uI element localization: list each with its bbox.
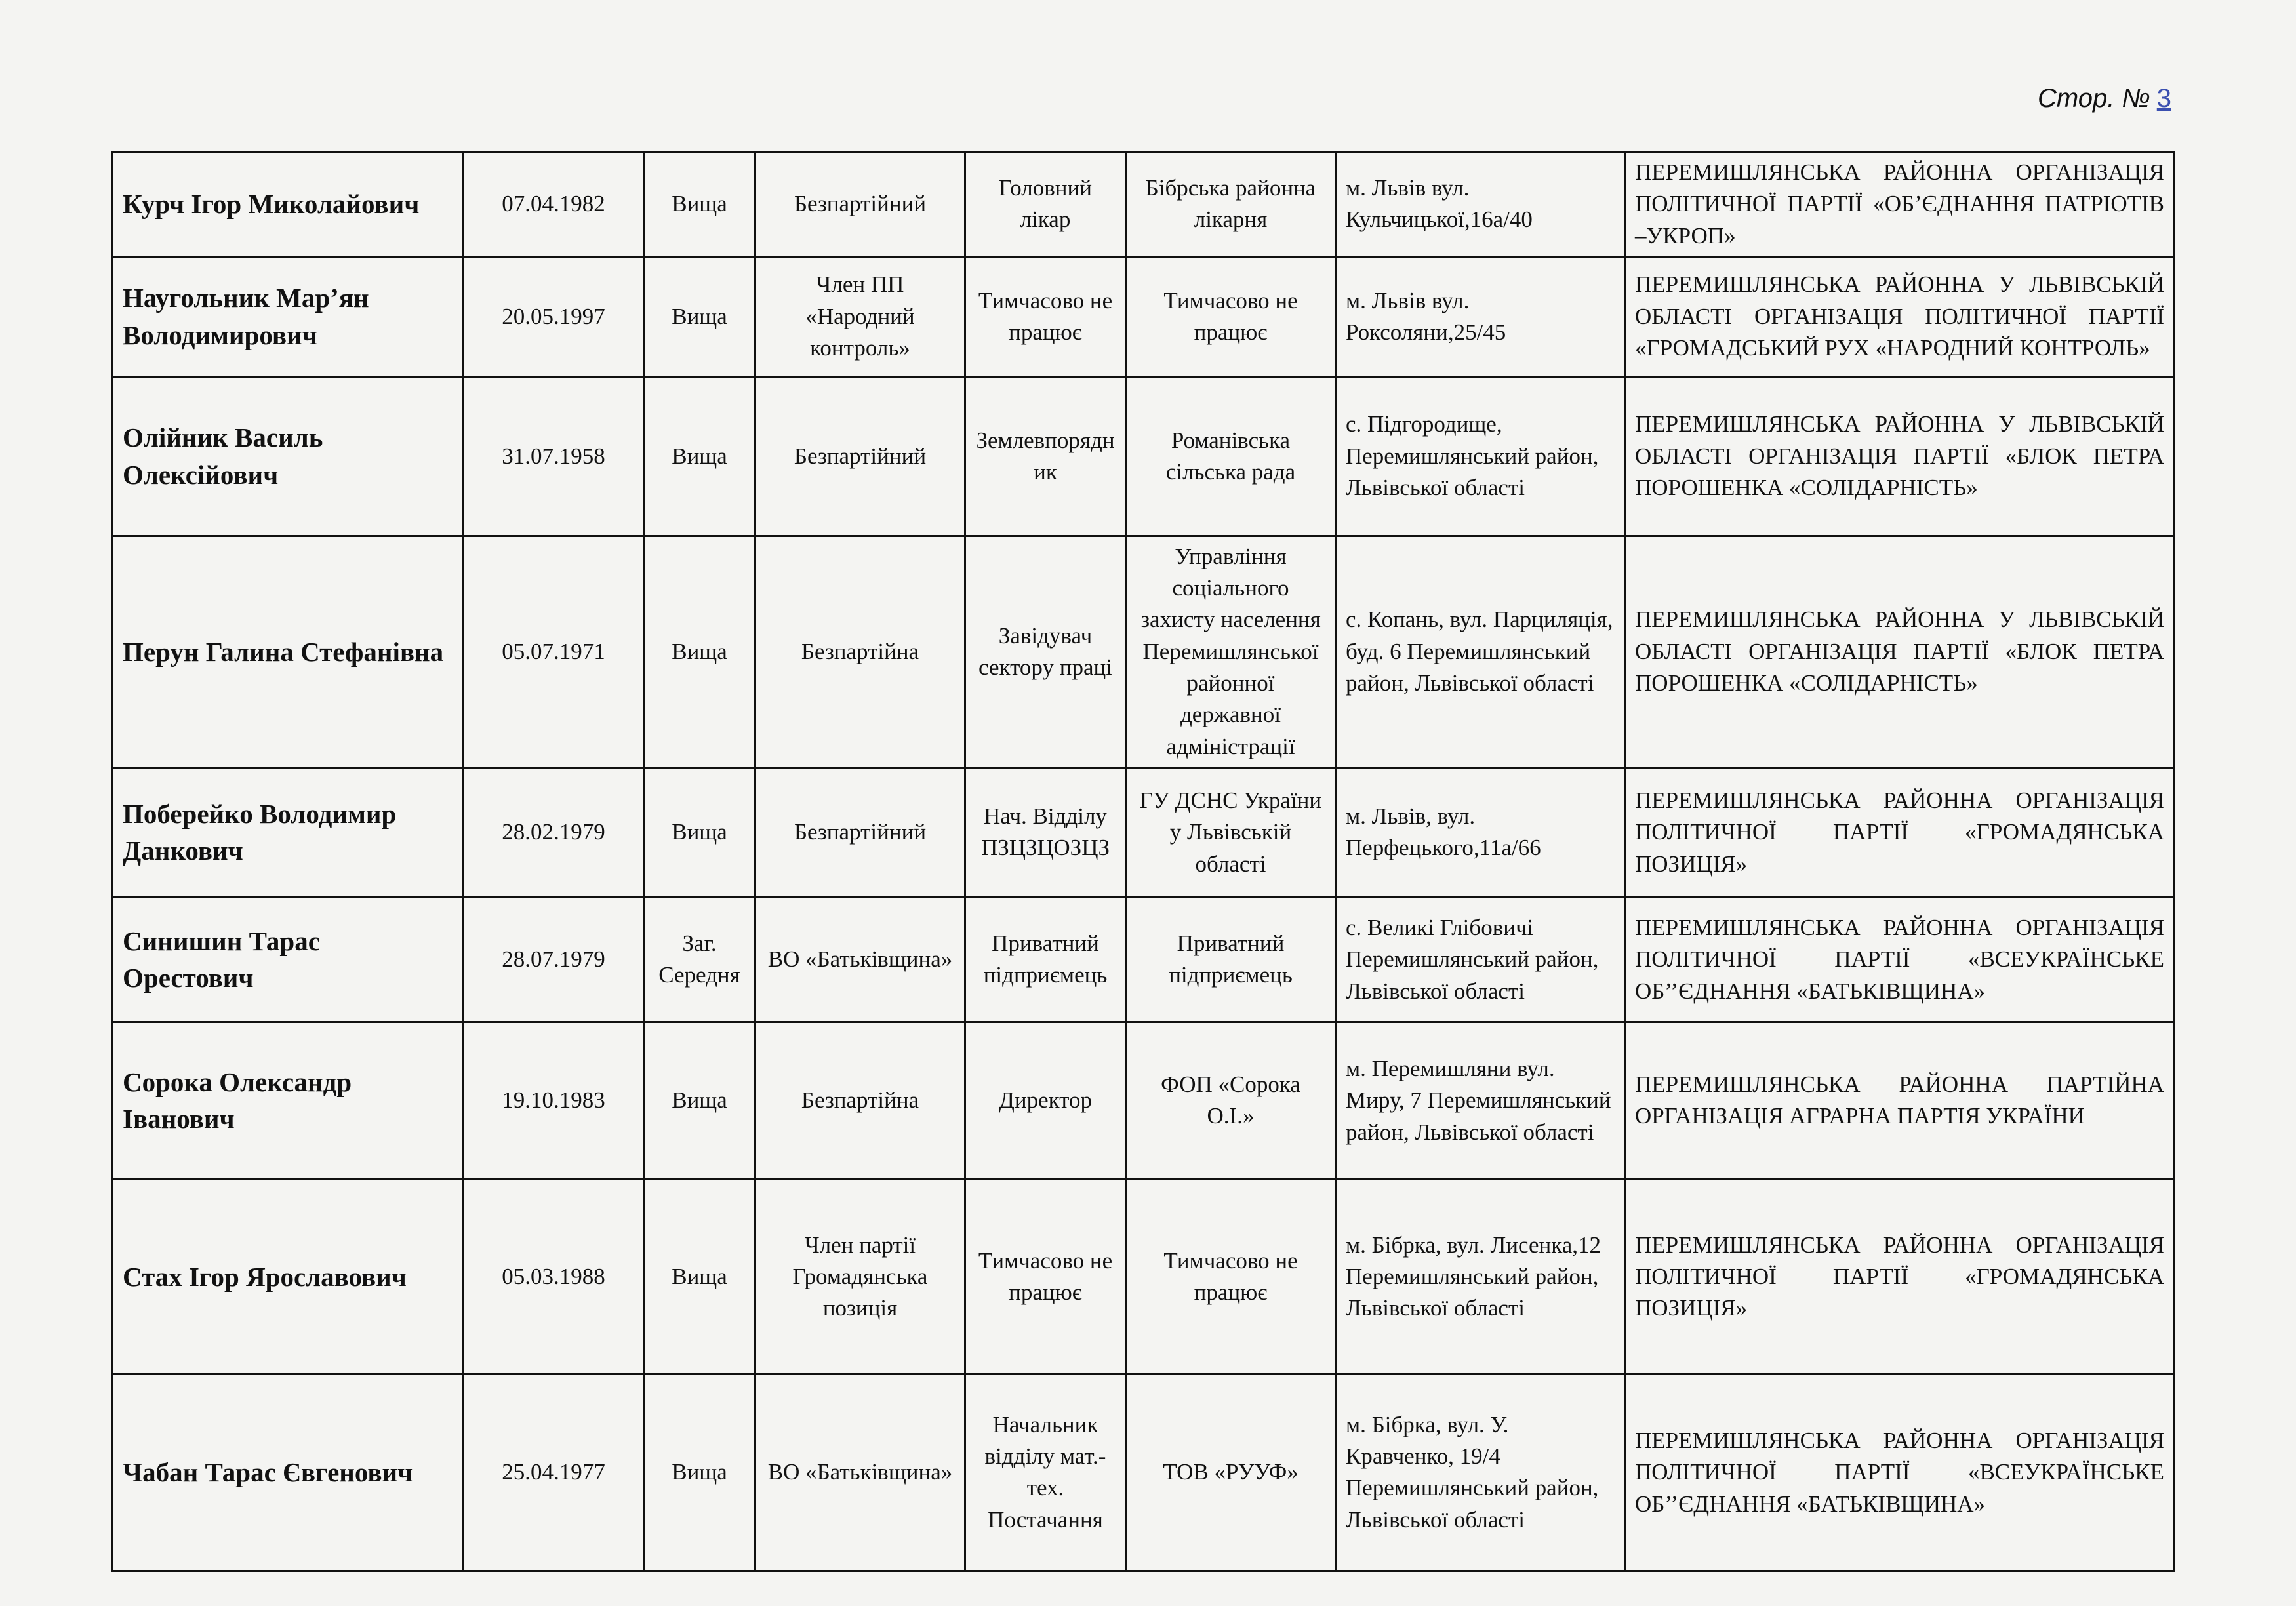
candidate-name: Курч Ігор Миколайович xyxy=(113,152,464,257)
job-position: Землевпорядник xyxy=(965,376,1126,536)
education: Вища xyxy=(644,152,755,257)
candidate-name: Олійник Василь Олексійович xyxy=(113,376,464,536)
birth-date: 07.04.1982 xyxy=(464,152,644,257)
birth-date: 31.07.1958 xyxy=(464,376,644,536)
nominating-organization: ПЕРЕМИШЛЯНСЬКА РАЙОННА ПАРТІЙНА ОРГАНІЗАЦІЯ АГРАРНА ПАРТІЯ УКРАЇНИ xyxy=(1625,1022,2175,1179)
table-row xyxy=(113,256,2175,376)
address: м. Львів, вул. Перфецького,11а/66 xyxy=(1336,767,1625,897)
address: м. Львів вул. Кульчицької,16а/40 xyxy=(1336,152,1625,257)
education: Заг. Середня xyxy=(644,897,755,1022)
candidate-name: Поберейко Володимир Данкович xyxy=(113,767,464,897)
workplace: ТОВ «РУУФ» xyxy=(1126,1374,1336,1571)
candidate-name: Синишин Тарас Орестович xyxy=(113,897,464,1022)
workplace: ФОП «Сорока О.І.» xyxy=(1126,1022,1336,1179)
address: с. Підгородище, Перемишлянський район, Львівської області xyxy=(1336,376,1625,536)
table-row xyxy=(113,767,2175,897)
job-position: Начальник відділу мат.-тех. Постачання xyxy=(965,1374,1126,1571)
job-position: Приватний підприємець xyxy=(965,897,1126,1022)
education: Вища xyxy=(644,376,755,536)
job-position: Тимчасово не працює xyxy=(965,1179,1126,1374)
party-membership: ВО «Батьківщина» xyxy=(755,1374,965,1571)
address: м. Бібрка, вул. У. Кравченко, 19/4 Перемишлянський район, Львівської області xyxy=(1336,1374,1625,1571)
workplace: Приватний підприємець xyxy=(1126,897,1336,1022)
table-row xyxy=(113,1022,2175,1179)
workplace: Тимчасово не працює xyxy=(1126,1179,1336,1374)
nominating-organization: ПЕРЕМИШЛЯНСЬКА РАЙОННА ОРГАНІЗАЦІЯ ПОЛІТИЧНОЇ ПАРТІЇ «ВСЕУКРАЇНСЬКЕ ОБ’’ЄДНАННЯ «БАТЬКІВЩИНА» xyxy=(1625,1374,2175,1571)
job-position: Завідувач сектору праці xyxy=(965,536,1126,767)
table-row xyxy=(113,897,2175,1022)
nominating-organization: ПЕРЕМИШЛЯНСЬКА РАЙОННА У ЛЬВІВСЬКІЙ ОБЛАСТІ ОРГАНІЗАЦІЯ ПАРТІЇ «БЛОК ПЕТРА ПОРОШЕНКА «СОЛІДАРНІСТЬ» xyxy=(1625,536,2175,767)
nominating-organization: ПЕРЕМИШЛЯНСЬКА РАЙОННА ОРГАНІЗАЦІЯ ПОЛІТИЧНОЇ ПАРТІЇ «ОБ’ЄДНАННЯ ПАТРІОТІВ –УКРОП» xyxy=(1625,152,2175,257)
address: с. Великі Глібовичі Перемишлянський район, Львівської області xyxy=(1336,897,1625,1022)
page-number-value: 3 xyxy=(2156,84,2171,113)
birth-date: 05.03.1988 xyxy=(464,1179,644,1374)
education: Вища xyxy=(644,256,755,376)
party-membership: ВО «Батьківщина» xyxy=(755,897,965,1022)
address: с. Копань, вул. Парциляція, буд. 6 Перемишлянський район, Львівської області xyxy=(1336,536,1625,767)
workplace: Управління соціального захисту населення Перемишлянської районної державної адміністрації xyxy=(1126,536,1336,767)
candidate-name: Сорока Олександр Іванович xyxy=(113,1022,464,1179)
nominating-organization: ПЕРЕМИШЛЯНСЬКА РАЙОННА ОРГАНІЗАЦІЯ ПОЛІТИЧНОЇ ПАРТІЇ «ВСЕУКРАЇНСЬКЕ ОБ’’ЄДНАННЯ «БАТЬКІВЩИНА» xyxy=(1625,897,2175,1022)
education: Вища xyxy=(644,1022,755,1179)
job-position: Тимчасово не працює xyxy=(965,256,1126,376)
party-membership: Безпартійна xyxy=(755,536,965,767)
job-position: Головний лікар xyxy=(965,152,1126,257)
birth-date: 28.02.1979 xyxy=(464,767,644,897)
birth-date: 20.05.1997 xyxy=(464,256,644,376)
job-position: Нач. Відділу ПЗЦЗЦОЗЦЗ xyxy=(965,767,1126,897)
page-number-label xyxy=(2038,84,2178,113)
education: Вища xyxy=(644,1374,755,1571)
nominating-organization: ПЕРЕМИШЛЯНСЬКА РАЙОННА ОРГАНІЗАЦІЯ ПОЛІТИЧНОЇ ПАРТІЇ «ГРОМАДЯНСЬКА ПОЗИЦІЯ» xyxy=(1625,1179,2175,1374)
workplace: Тимчасово не працює xyxy=(1126,256,1336,376)
table-row xyxy=(113,536,2175,767)
candidate-name: Перун Галина Стефанівна xyxy=(113,536,464,767)
workplace: Романівська сільська рада xyxy=(1126,376,1336,536)
candidate-name: Наугольник Мар’ян Володимирович xyxy=(113,256,464,376)
candidate-name: Чабан Тарас Євгенович xyxy=(113,1374,464,1571)
job-position: Директор xyxy=(965,1022,1126,1179)
party-membership: Член ПП «Народний контроль» xyxy=(755,256,965,376)
page-number-prefix: Стор. № xyxy=(2037,84,2150,113)
table-row xyxy=(113,1179,2175,1374)
party-membership: Член партії Громадянська позиція xyxy=(755,1179,965,1374)
nominating-organization: ПЕРЕМИШЛЯНСЬКА РАЙОННА У ЛЬВІВСЬКІЙ ОБЛАСТІ ОРГАНІЗАЦІЯ ПАРТІЇ «БЛОК ПЕТРА ПОРОШЕНКА «СОЛІДАРНІСТЬ» xyxy=(1625,376,2175,536)
party-membership: Безпартійна xyxy=(755,1022,965,1179)
party-membership: Безпартійний xyxy=(755,152,965,257)
address: м. Перемишляни вул. Миру, 7 Перемишлянський район, Львівської області xyxy=(1336,1022,1625,1179)
address: м. Бібрка, вул. Лисенка,12 Перемишлянський район, Львівської області xyxy=(1336,1179,1625,1374)
workplace: Бібрська районна лікарня xyxy=(1126,152,1336,257)
birth-date: 25.04.1977 xyxy=(464,1374,644,1571)
nominating-organization: ПЕРЕМИШЛЯНСЬКА РАЙОННА У ЛЬВІВСЬКІЙ ОБЛАСТІ ОРГАНІЗАЦІЯ ПОЛІТИЧНОЇ ПАРТІЇ «ГРОМАДСЬКИЙ РУХ «НАРОДНИЙ КОНТРОЛЬ» xyxy=(1625,256,2175,376)
education: Вища xyxy=(644,767,755,897)
birth-date: 28.07.1979 xyxy=(464,897,644,1022)
table-row xyxy=(113,1374,2175,1571)
party-membership: Безпартійний xyxy=(755,767,965,897)
candidates-table xyxy=(111,151,2175,1572)
education: Вища xyxy=(644,1179,755,1374)
birth-date: 05.07.1971 xyxy=(464,536,644,767)
address: м. Львів вул. Роксоляни,25/45 xyxy=(1336,256,1625,376)
table-row xyxy=(113,152,2175,257)
candidate-name: Стах Ігор Ярославович xyxy=(113,1179,464,1374)
workplace: ГУ ДСНС України у Львівській області xyxy=(1126,767,1336,897)
party-membership: Безпартійний xyxy=(755,376,965,536)
education: Вища xyxy=(644,536,755,767)
birth-date: 19.10.1983 xyxy=(464,1022,644,1179)
nominating-organization: ПЕРЕМИШЛЯНСЬКА РАЙОННА ОРГАНІЗАЦІЯ ПОЛІТИЧНОЇ ПАРТІЇ «ГРОМАДЯНСЬКА ПОЗИЦІЯ» xyxy=(1625,767,2175,897)
table-row xyxy=(113,376,2175,536)
